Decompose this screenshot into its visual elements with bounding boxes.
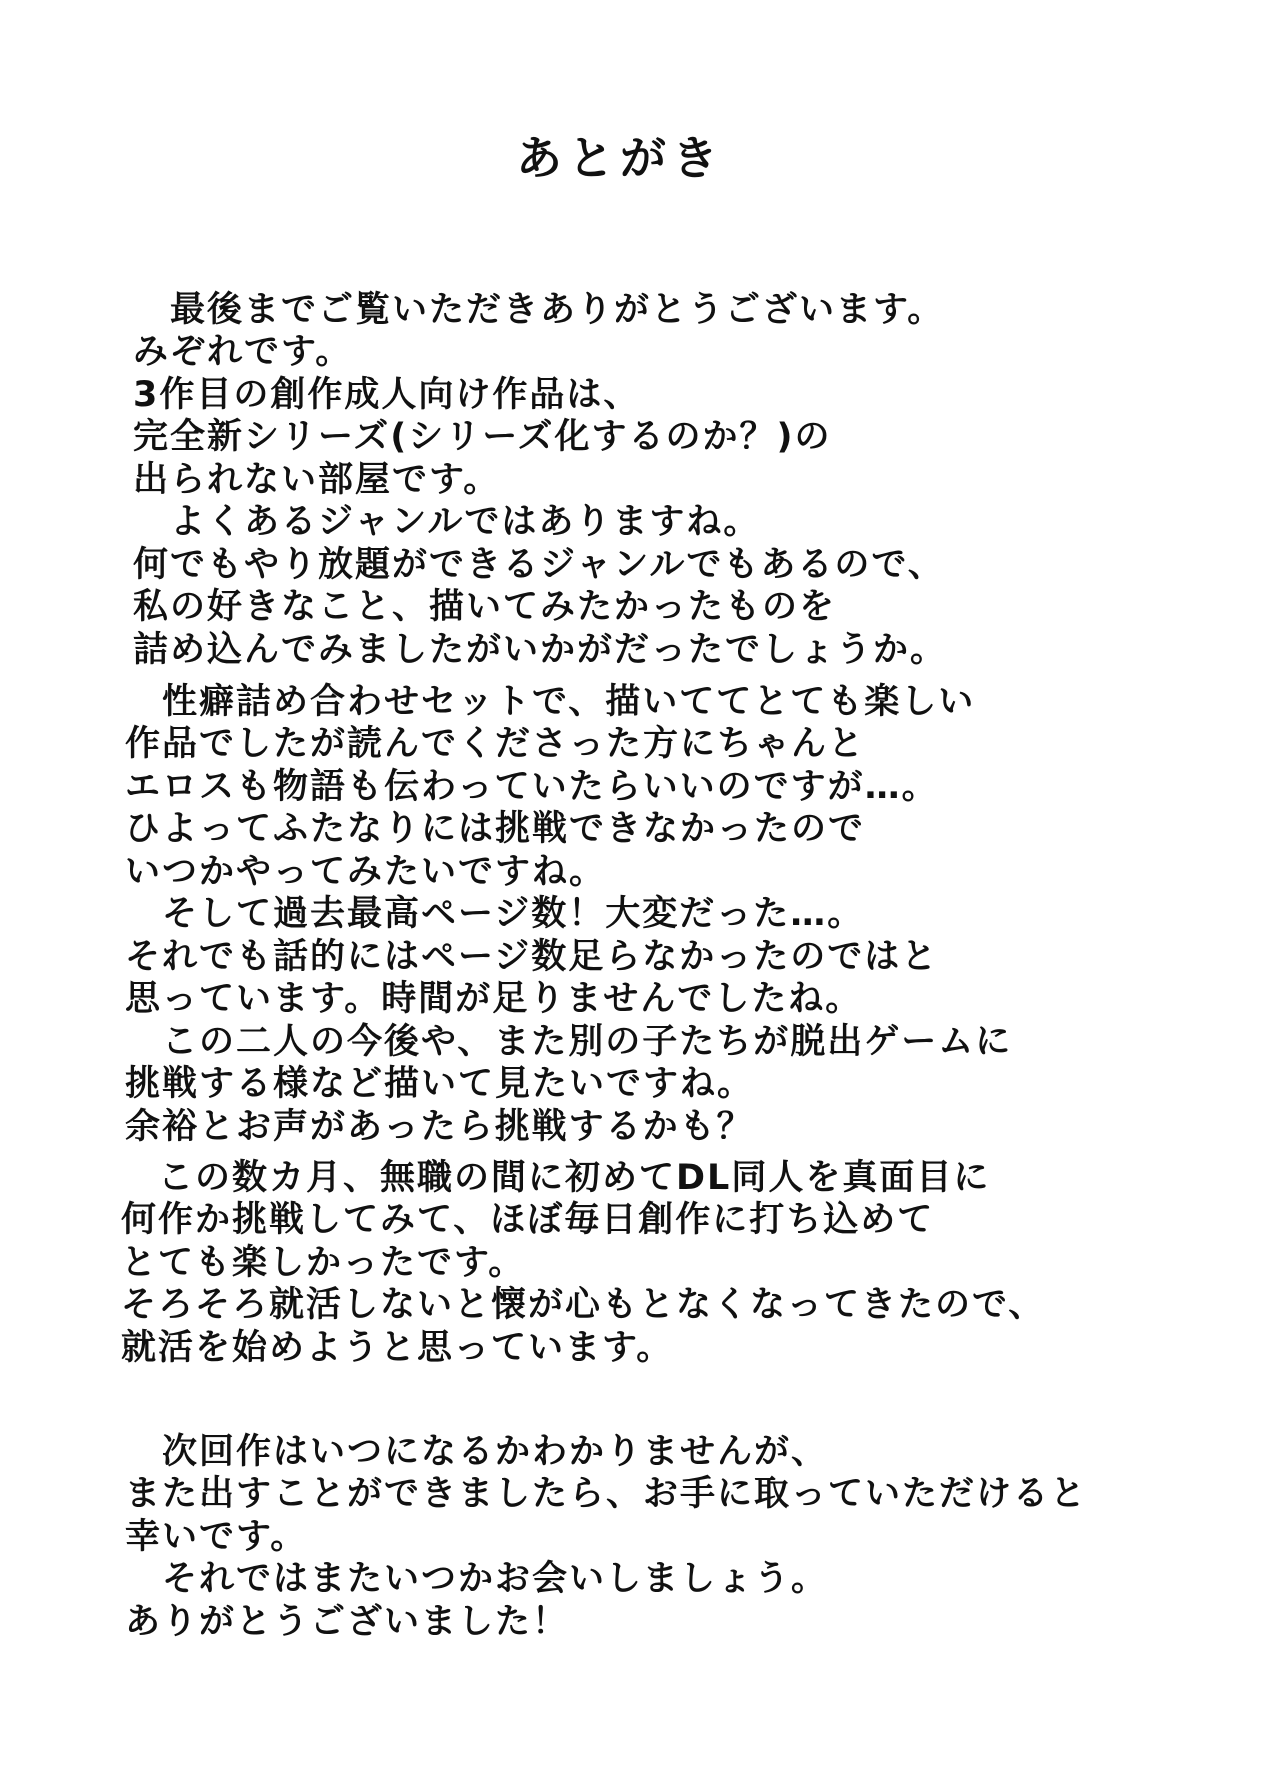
text-line: それでも話的にはページ数足らなかったのではと (125, 937, 939, 977)
text-line: 思っています。時間が足りませんでしたね。 (125, 979, 863, 1019)
text-line: いつかやってみたいですね。 (125, 852, 607, 892)
text-line: 最後までご覧いただきありがとうございます。 (133, 290, 945, 330)
text-line: 3作目の創作成人向け作品は、 (133, 375, 641, 415)
text-line: 挑戦する様など描いて見たいですね。 (125, 1064, 755, 1104)
text-line: 何作か挑戦してみて、ほぼ毎日創作に打ち込めて (121, 1200, 935, 1240)
text-line: 余裕とお声があったら挑戦するかも？ (125, 1107, 754, 1147)
text-line: そろそろ就活しないと懐が心もとなくなってきたので、 (121, 1285, 1046, 1325)
text-line: とても楽しかったです。 (121, 1243, 526, 1283)
text-line: 幸いです。 (125, 1517, 308, 1557)
text-line: よくあるジャンルではありますね。 (133, 502, 761, 542)
text-line: 何でもやり放題ができるジャンルでもあるので、 (133, 545, 945, 585)
text-line: この数カ月、無職の間に初めてDL同人を真面目に (121, 1158, 991, 1198)
text-line: そして過去最高ページ数！大変だった…。 (125, 894, 865, 934)
text-line: ひよってふたなりには挑戦できなかったので (125, 809, 866, 849)
text-line: 詰め込んでみましたがいかがだったでしょうか。 (133, 630, 948, 670)
text-line: ありがとうございました！ (125, 1602, 570, 1642)
text-line: 完全新シリーズ(シリーズ化するのか？)の (133, 417, 832, 457)
text-line: 次回作はいつになるかわかりませんが、 (125, 1432, 829, 1472)
text-line: それではまたいつかお会いしましょう。 (125, 1559, 829, 1599)
text-line: 就活を始めようと思っています。 (121, 1328, 674, 1368)
text-line: この二人の今後や、また別の子たちが脱出ゲームに (125, 1022, 1013, 1062)
text-line: また出すことができましたら、お手に取っていただけると (125, 1474, 1088, 1514)
text-line: 私の好きなこと、描いてみたかったものを (133, 587, 837, 627)
text-line: 性癖詰め合わせセットで、描いててとても楽しい (125, 682, 976, 722)
text-line: 出られない部屋です。 (133, 460, 501, 500)
text-line: エロスも物語も伝わっていたらいいのですが…。 (125, 767, 939, 807)
page-title: あとがき (516, 131, 724, 185)
text-line: みぞれです。 (133, 332, 353, 372)
text-line: 作品でしたが読んでくださった方にちゃんと (125, 724, 866, 764)
